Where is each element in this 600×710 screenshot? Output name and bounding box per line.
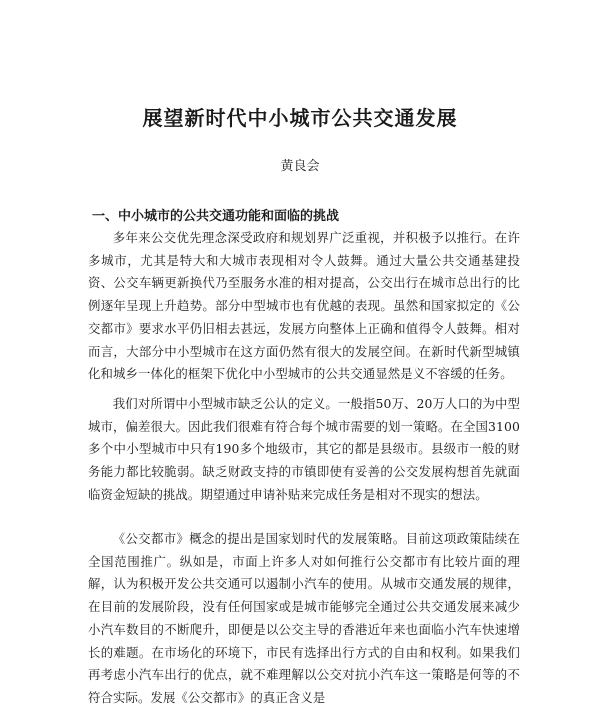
body-paragraph-2 — [88, 393, 520, 507]
paragraph-text: 《公交都市》概念的提出是国家划时代的发展策略。目前这项政策陆续在全国范围推广。纵如是，市面上许多人对如何推行公交都市有比较片面的理解，认为积极开发公共交通可以遏制小汽车的使用。从城市交通发展的规律，在目前的发展阶段，没有任何国家或是城市能够完全通过公共交通发展来减少小汽车数目的不断爬升，即便是以公交主导的香港近年来也面临小汽车快速增长的难题。在市场化的环境下，市民有选择出行方式的自由和权利。如果我们再考虑小汽车出行的优点，就不难理解以公交对抗小汽车这一策略是何等的不符合实际。发展《公交都市》的真正含义是 — [88, 531, 520, 705]
section-heading: 一、中小城市的公共交通功能和面临的挑战 — [92, 209, 340, 224]
article-title: 展望新时代中小城市公共交通发展 — [142, 106, 458, 130]
paragraph-text: 多年来公交优先理念深受政府和规划界广泛重视，并积极予以推行。在许多城市，尤其是特大和大城市表现相对令人鼓舞。通过大量公共交通基建投资、公交车辆更新换代乃至服务水准的相对提高，公交出行在城市总出行的比例逐年呈现上升趋势。部分中型城市也有优越的表现。虽然和国家拟定的《公交都市》要求水平仍旧相去甚远，发展方向整体上正确和值得令人鼓舞。相对而言，大部分中小型城市在这方面仍然有很大的发展空间。在新时代新型城镇化和城乡一体化的框架下优化中小型城市的公共交通显然是义不容缓的任务。 — [88, 230, 520, 382]
body-paragraph-1 — [88, 227, 520, 386]
article-author: 黄良会 — [280, 159, 320, 174]
body-paragraph-3 — [88, 528, 520, 710]
paragraph-text: 我们对所谓中小型城市缺乏公认的定义。一般指50万、20万人口的为中型城市，偏差很大。因此我们很难有符合每个城市需要的划一策略。在全国3100多个中小型城市中只有190多个地级市，其它的都是县级市。县级市一般的财务能力都比较脆弱。缺乏财政支持的市镇即使有妥善的公交发展构想首先就面临资金短缺的挑战。期望通过申请补贴来完成任务是相对不现实的想法。 — [88, 396, 520, 502]
